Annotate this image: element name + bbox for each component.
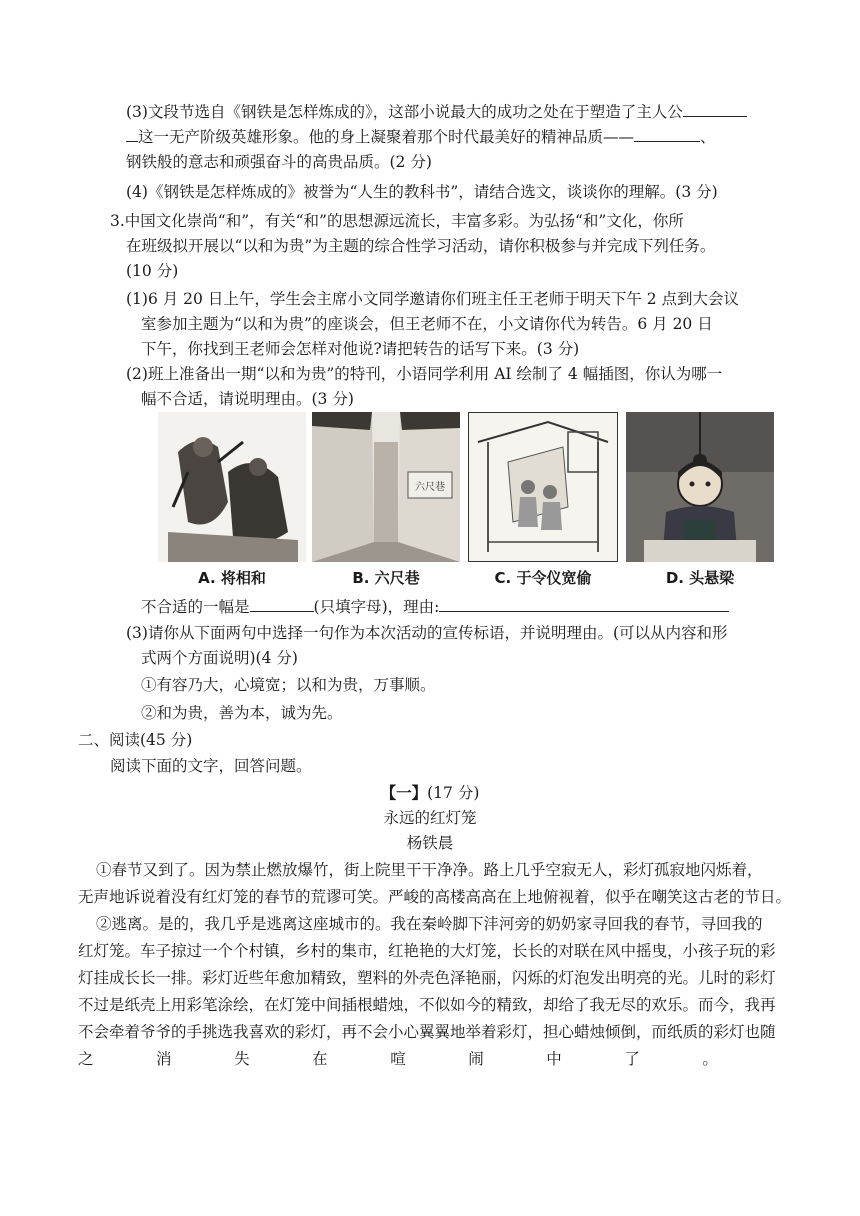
sub2-line2: 幅不合适，请说明理由。(3 分) [141, 390, 354, 408]
caption-c: C. 于令仪宽偷 [494, 569, 592, 587]
para2-line5: 不会牵着爷爷的手挑选我喜欢的彩灯，再不会小心翼翼地举着彩灯，担心蜡烛倾倒，而纸质的彩灯也随 [78, 1023, 776, 1041]
q3-line1: (3)文段节选自《钢铁是怎样炼成的》，这部小说最大的成功之处在于塑造了主人公 [126, 102, 747, 122]
caption-d: D. 头悬梁 [665, 569, 735, 587]
illustration-d[interactable] [626, 412, 774, 590]
task3-line1: 3.中国文化崇尚“和”，有关“和”的思想源远流长，丰富多彩。为弘扬“和”文化，你所 [110, 212, 684, 230]
part-heading: 【一】(17 分) [380, 783, 480, 802]
svg-text:六尺巷: 六尺巷 [415, 482, 445, 493]
letter-answer-blank[interactable] [250, 597, 314, 612]
caption-a: A. 将相和 [198, 569, 266, 587]
caption-b: B. 六尺巷 [352, 569, 420, 587]
answer-blank[interactable] [683, 102, 747, 117]
para1-line2: 无声地诉说着没有红灯笼的春节的荒谬可笑。严峻的高楼高高在上地俯视着，似乎在嘲笑这古老的节日。 [78, 888, 792, 906]
sub1-line3: 下午，你找到王老师会怎样对他说?请把转告的话写下来。(3 分) [141, 340, 580, 358]
slogan-option-2: ②和为贵，善为本，诚为先。 [141, 704, 343, 722]
para1-line1: ①春节又到了。因为禁止燃放爆竹，街上院里干干净净。路上几乎空寂无人，彩灯孤寂地闪烁着， [96, 861, 763, 879]
illustration-b[interactable] [312, 412, 460, 590]
yu-lingyi-image [468, 412, 618, 562]
reason-answer-blank[interactable] [439, 597, 729, 612]
task3-line3: (10 分) [126, 262, 179, 280]
q3-line2: 这一无产阶级英雄形象。他的身上凝聚着那个时代最美好的精神品质—— 、 [126, 127, 716, 147]
article-title: 永远的红灯笼 [383, 809, 477, 827]
answer-blank[interactable] [126, 127, 138, 142]
section-title: 二、阅读(45 分) [78, 731, 193, 749]
sub3-line1: (3)请你从下面两句中选择一句作为本次活动的宣传标语，并说明理由。(可以从内容和形 [126, 624, 728, 642]
sub3-line2: 式两个方面说明)(4 分) [141, 649, 298, 667]
q4-text: (4)《钢铁是怎样炼成的》被誉为“人生的教科书”，请结合选文，谈谈你的理解。(3 分) [126, 183, 718, 201]
answer-blank[interactable] [634, 127, 700, 142]
reading-instruction: 阅读下面的文字，回答问题。 [110, 757, 312, 775]
para2-line3: 灯挂成长长一排。彩灯近些年愈加精致，塑料的外壳色泽艳丽，闪烁的灯泡发出明亮的光。儿时的彩灯 [78, 969, 776, 987]
para2-line4: 不过是纸壳上用彩笔涂绘，在灯笼中间插根蜡烛，不似如今的精致，却给了我无尽的欢乐。而今，我再 [78, 996, 776, 1014]
sub1-line1: (1)6 月 20 日上午，学生会主席小文同学邀请你们班主任王老师于明天下午 2 点到大会议 [126, 290, 740, 308]
para2-line2: 红灯笼。车子掠过一个个村镇，乡村的集市，红艳艳的大灯笼，长长的对联在风中摇曳，小孩子玩的彩 [78, 942, 776, 960]
sub2-line1: (2)班上准备出一期“以和为贵”的特刊，小语同学利用 AI 绘制了 4 幅插图，你认为哪一 [126, 365, 723, 383]
illustration-a[interactable] [158, 412, 306, 590]
article-author: 杨铁晨 [406, 834, 454, 852]
illustration-c[interactable] [468, 412, 618, 590]
six-foot-alley-image [312, 412, 460, 562]
slogan-option-1: ①有容乃大，心境宽；以和为贵，万事顺。 [141, 676, 436, 694]
general-and-minister-image [158, 412, 306, 562]
illustration-row [158, 412, 778, 590]
hair-tied-to-beam-image [626, 412, 774, 562]
sub1-line2: 室参加主题为“以和为贵”的座谈会，但王老师不在，小文请你代为转告。6 月 20 日 [141, 315, 713, 333]
para2-line1: ②逃离。是的，我几乎是逃离这座城市的。我在秦岭脚下沣河旁的奶奶家寻回我的春节，寻回我的 [96, 915, 763, 933]
para2-line6: 之 消 失 在 喧 闹 中 了 。 [78, 1050, 718, 1068]
task3-line2: 在班级拟开展以“以和为贵”为主题的综合性学习活动，请你积极参与并完成下列任务。 [126, 237, 716, 255]
sub2-answer-line: 不合适的一幅是 (只填字母)，理由: [141, 597, 729, 617]
q3-line3: 钢铁般的意志和顽强奋斗的高贵品质。(2 分) [126, 153, 432, 171]
